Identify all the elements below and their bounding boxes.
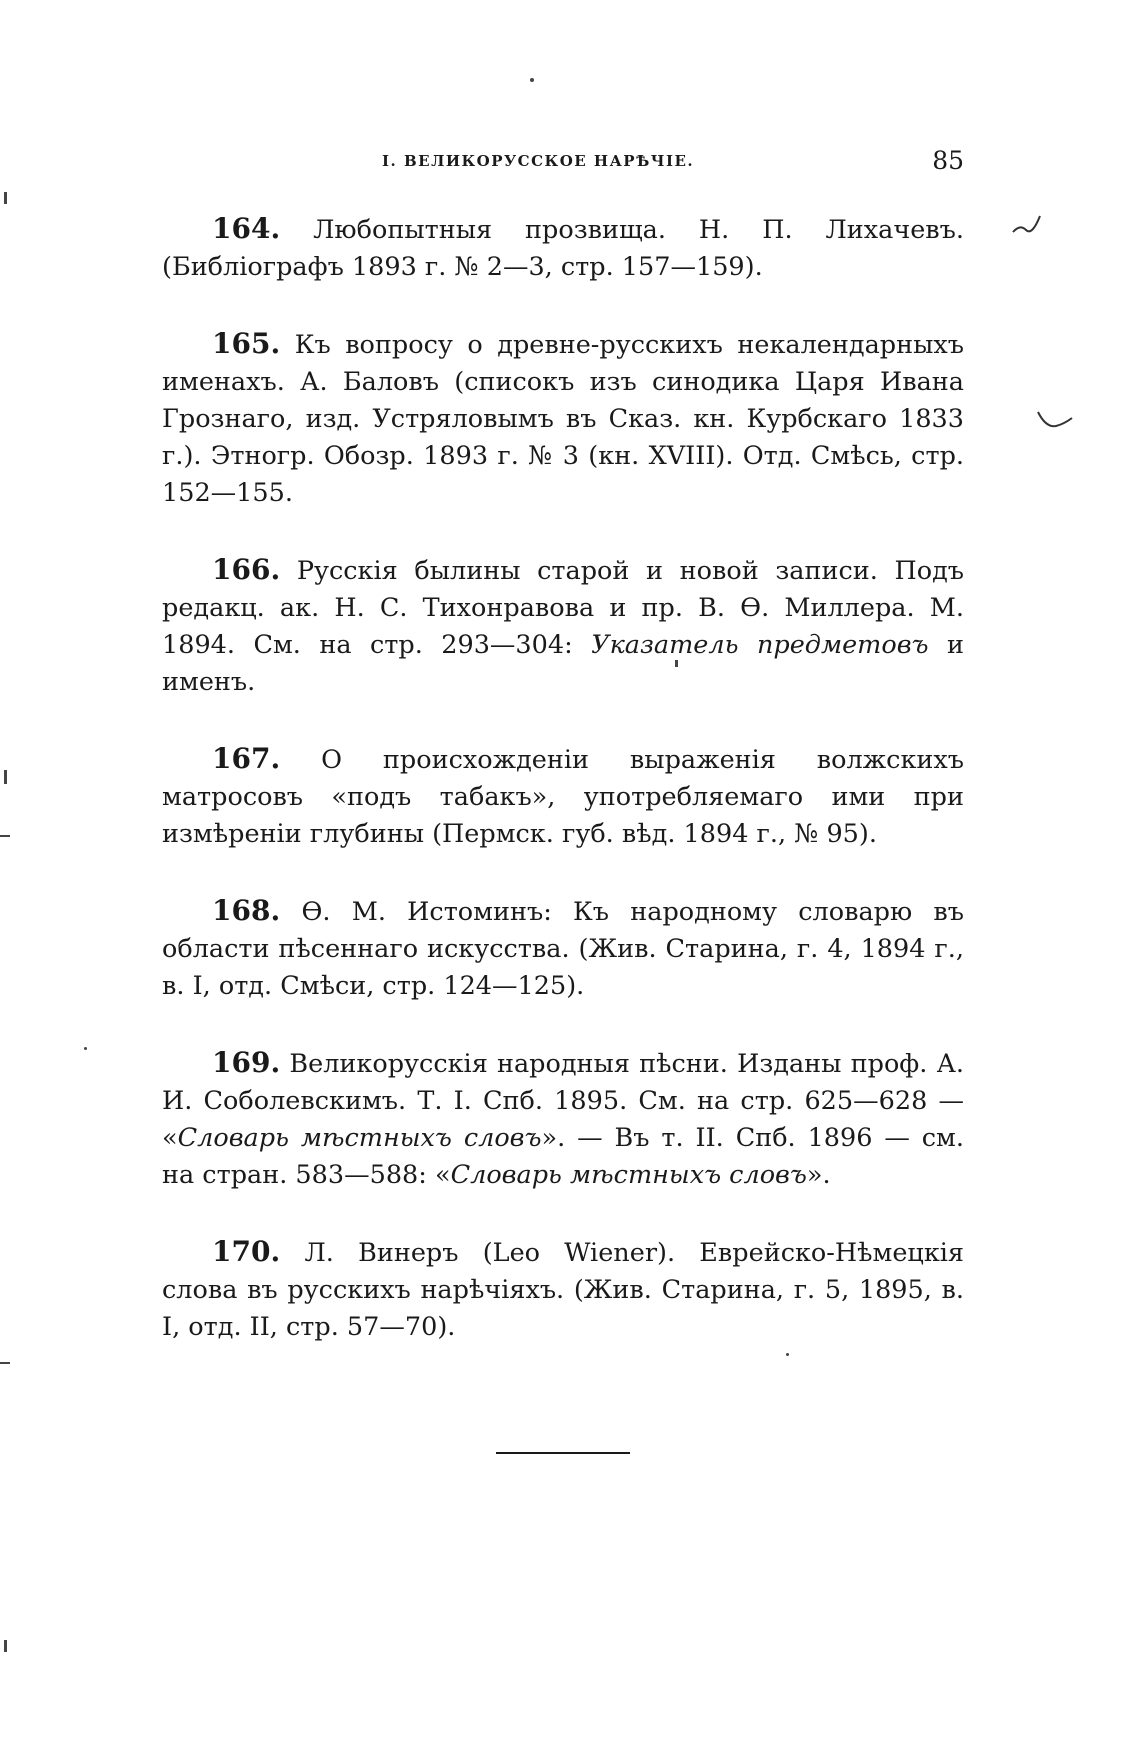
bibliography-entry-170 — [162, 1233, 964, 1346]
bibliography-entry-168 — [162, 892, 964, 1005]
entry-italic-title: Словарь мѣстныхъ словъ — [177, 1123, 542, 1153]
bibliography-entry-166 — [162, 551, 964, 701]
scan-artifact — [4, 1640, 7, 1652]
entry-number: 170. — [212, 1235, 281, 1268]
entry-text-tail: ». — [806, 1160, 831, 1190]
entry-number: 167. — [212, 742, 281, 775]
entry-text: Ѳ. М. Истоминъ: Къ народному словарю въ области пѣсеннаго искусства. (Жив. Старина, г. 4, 1894 г., в. I, отд. Смѣси, стр. 124—125). — [162, 897, 964, 1001]
scan-artifact — [675, 660, 678, 667]
entry-text: Л. Винеръ (Leo Wiener). Еврейско-Нѣмецкія слова въ русскихъ нарѣчіяхъ. (Жив. Старина, г. 5, 1895, в. I, отд. II, стр. 57—70). — [162, 1238, 964, 1342]
entry-number: 168. — [212, 894, 281, 927]
scan-artifact — [0, 835, 10, 837]
scan-artifact — [84, 1047, 87, 1050]
scan-artifact — [0, 1362, 10, 1364]
scan-artifact — [4, 192, 7, 204]
running-head — [162, 148, 964, 178]
entry-italic-title: Указатель предметовъ — [591, 630, 929, 660]
entry-text: Великорусскія народныя пѣсни. Изданы проф. А. И. Соболевскимъ. Т. I. Спб. 1895. См. на стр. 625—628 — « — [162, 1049, 964, 1153]
entry-italic-title-2: Словарь мѣстныхъ словъ — [450, 1160, 807, 1190]
entry-number: 165. — [212, 327, 281, 360]
pencil-mark-top — [1010, 210, 1050, 240]
pencil-check-mark — [1036, 408, 1076, 432]
scan-artifact — [4, 770, 7, 784]
bibliography-entry-167 — [162, 740, 964, 853]
bibliography-entry-164 — [162, 210, 964, 286]
bibliography-entry-169 — [162, 1044, 964, 1194]
bibliography-entry-165 — [162, 325, 964, 512]
entry-text: Русскія былины старой и новой записи. Подъ редакц. ак. Н. С. Тихонравова и пр. В. Ѳ. Миллера. М. 1894. См. на стр. 293—304: — [162, 556, 964, 660]
entry-text: О происхожденіи выраженія волжскихъ матросовъ «подъ табакъ», употребляемаго ими при измѣреніи глубины (Пермск. губ. вѣд. 1894 г., № 95). — [162, 745, 964, 849]
entry-text-middle: ». — Въ т. II. Спб. 1896 — см. на стран. 583—588: « — [162, 1123, 964, 1190]
entry-text: Къ вопросу о древне-русскихъ некалендарныхъ именахъ. А. Баловъ (списокъ изъ синодика Царя Ивана Грознаго, изд. Устряловымъ въ Сказ. кн. Курбскаго 1833 г.). Этногр. Обозр. 1893 г. № 3 (кн. XVIII). Отд. Смѣсь, стр. 152—155. — [162, 330, 964, 508]
entry-text: Любопытныя прозвища. Н. П. Лихачевъ. (Библіографъ 1893 г. № 2—3, стр. 157—159). — [162, 215, 964, 282]
entry-text-tail: и именъ. — [162, 630, 965, 697]
entry-number: 169. — [212, 1046, 281, 1079]
bibliography-list — [162, 210, 964, 1385]
entry-number: 166. — [212, 553, 281, 586]
page-number: 85 — [932, 146, 964, 175]
scan-artifact — [530, 78, 534, 82]
entry-number: 164. — [212, 212, 281, 245]
end-rule — [496, 1452, 630, 1454]
scan-artifact — [786, 1353, 789, 1356]
running-title: I. ВЕЛИКОРУССКОЕ НАРѢЧІЕ. — [382, 152, 695, 170]
